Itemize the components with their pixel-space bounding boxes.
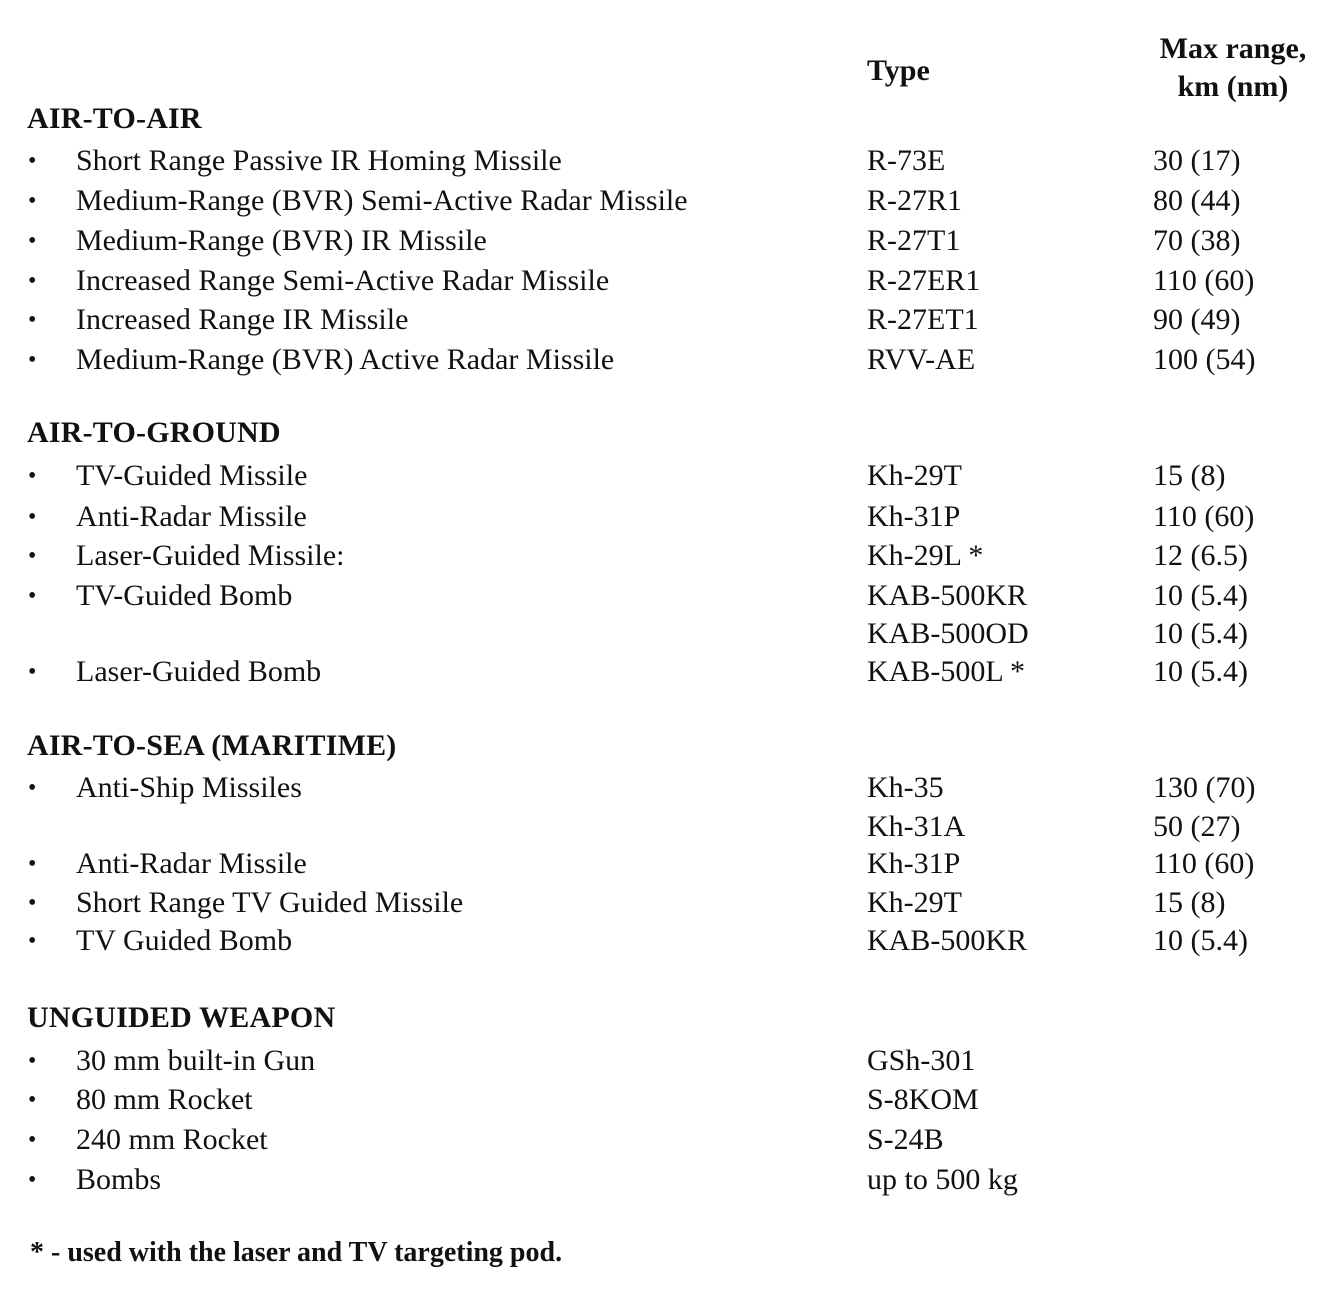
- table-row: [0, 808, 1333, 846]
- table-row: [0, 537, 1333, 575]
- bullet-icon: •: [28, 890, 37, 916]
- weapon-range: 10 (5.4): [1153, 924, 1248, 957]
- table-row: [0, 1161, 1333, 1199]
- weapon-name: Short Range Passive IR Homing Missile: [76, 144, 562, 177]
- weapon-range: 10 (5.4): [1153, 617, 1248, 650]
- section-title-air-to-ground: AIR-TO-GROUND: [27, 416, 281, 449]
- weapon-range: 100 (54): [1153, 343, 1256, 376]
- bullet-icon: •: [28, 268, 37, 294]
- weapon-range: 15 (8): [1153, 886, 1226, 919]
- bullet-icon: •: [28, 307, 37, 333]
- weapon-type: KAB-500OD: [867, 617, 1029, 650]
- weapon-type: Kh-31A: [867, 810, 966, 843]
- bullet-icon: •: [28, 504, 37, 530]
- weapon-name: 30 mm built-in Gun: [76, 1044, 316, 1077]
- table-row: [0, 653, 1333, 691]
- table-row: [0, 222, 1333, 260]
- weapon-range: 50 (27): [1153, 810, 1241, 843]
- bullet-icon: •: [28, 928, 37, 954]
- weapon-range: 110 (60): [1153, 264, 1255, 297]
- weapon-name: Increased Range IR Missile: [76, 303, 409, 336]
- bullet-icon: •: [28, 463, 37, 489]
- table-row: [0, 142, 1333, 180]
- weapon-type: RVV-AE: [867, 343, 976, 376]
- bullet-icon: •: [28, 1087, 37, 1113]
- weapon-name: Anti-Radar Missile: [76, 500, 307, 533]
- weapon-name: Increased Range Semi-Active Radar Missile: [76, 264, 610, 297]
- weapon-name: Anti-Ship Missiles: [76, 771, 302, 804]
- weapon-name: Laser-Guided Bomb: [76, 655, 322, 688]
- table-row: [0, 922, 1333, 960]
- weapon-name: 80 mm Rocket: [76, 1083, 253, 1116]
- weapon-type: R-27ER1: [867, 264, 981, 297]
- table-row: [0, 1081, 1333, 1119]
- bullet-icon: •: [28, 1048, 37, 1074]
- weapon-type: Kh-31P: [867, 847, 961, 880]
- table-row: [0, 262, 1333, 300]
- weapon-type: Kh-29T: [867, 886, 962, 919]
- bullet-icon: •: [28, 148, 37, 174]
- table-row: [0, 1121, 1333, 1159]
- table-row: [0, 1042, 1333, 1080]
- weapon-range: 110 (60): [1153, 500, 1255, 533]
- table-row: [0, 301, 1333, 339]
- table-row: [0, 457, 1333, 495]
- table-row: [0, 498, 1333, 536]
- bullet-icon: •: [28, 775, 37, 801]
- weapon-name: TV Guided Bomb: [76, 924, 293, 957]
- bullet-icon: •: [28, 347, 37, 373]
- weapon-range: 10 (5.4): [1153, 655, 1248, 688]
- weapon-name: Short Range TV Guided Missile: [76, 886, 464, 919]
- column-header-max-range-line1: Max range,: [1159, 32, 1307, 65]
- weapon-type: Kh-35: [867, 771, 944, 804]
- weapon-name: Medium-Range (BVR) IR Missile: [76, 224, 487, 257]
- weapon-name: Anti-Radar Missile: [76, 847, 307, 880]
- bullet-icon: •: [28, 851, 37, 877]
- column-header-type: Type: [867, 54, 930, 87]
- weapon-name: Bombs: [76, 1163, 162, 1196]
- section-title-air-to-air: AIR-TO-AIR: [27, 102, 202, 135]
- bullet-icon: •: [28, 228, 37, 254]
- weapon-type: KAB-500KR: [867, 924, 1028, 957]
- column-header-max-range: [1148, 30, 1318, 106]
- table-row: [0, 845, 1333, 883]
- table-row: [0, 182, 1333, 220]
- weapon-type: KAB-500L *: [867, 655, 1026, 688]
- bullet-icon: •: [28, 583, 37, 609]
- table-row: [0, 577, 1333, 615]
- weapon-type: R-73E: [867, 144, 946, 177]
- weapon-range: 130 (70): [1153, 771, 1256, 804]
- weapon-name: 240 mm Rocket: [76, 1123, 268, 1156]
- bullet-icon: •: [28, 659, 37, 685]
- weapon-name: TV-Guided Bomb: [76, 579, 293, 612]
- weapon-type: R-27R1: [867, 184, 963, 217]
- bullet-icon: •: [28, 188, 37, 214]
- weapon-name: TV-Guided Missile: [76, 459, 308, 492]
- column-header-max-range-line2: km (nm): [1177, 70, 1289, 103]
- table-row: [0, 769, 1333, 807]
- weapon-type: Kh-31P: [867, 500, 961, 533]
- section-title-unguided-weapon: UNGUIDED WEAPON: [27, 1001, 336, 1034]
- bullet-icon: •: [28, 1167, 37, 1193]
- weapon-type: R-27ET1: [867, 303, 979, 336]
- table-row: [0, 341, 1333, 379]
- weapon-type: R-27T1: [867, 224, 961, 257]
- weapon-range: 80 (44): [1153, 184, 1241, 217]
- weapon-range: 110 (60): [1153, 847, 1255, 880]
- section-title-air-to-sea: AIR-TO-SEA (MARITIME): [27, 729, 397, 762]
- weapon-range: 12 (6.5): [1153, 539, 1248, 572]
- weapon-range: 30 (17): [1153, 144, 1241, 177]
- weapon-name: Medium-Range (BVR) Semi-Active Radar Missile: [76, 184, 688, 217]
- weapon-type: S-8KOM: [867, 1083, 979, 1116]
- weapon-range: 70 (38): [1153, 224, 1241, 257]
- weapon-range: 15 (8): [1153, 459, 1226, 492]
- weapon-type: S-24B: [867, 1123, 944, 1156]
- footnote: * - used with the laser and TV targeting pod.: [30, 1237, 563, 1268]
- table-row: [0, 884, 1333, 922]
- bullet-icon: •: [28, 543, 37, 569]
- weapon-range: 90 (49): [1153, 303, 1241, 336]
- weapon-type: KAB-500KR: [867, 579, 1028, 612]
- weapon-type: GSh-301: [867, 1044, 976, 1077]
- weapon-name: Medium-Range (BVR) Active Radar Missile: [76, 343, 615, 376]
- weapon-type: Kh-29L *: [867, 539, 984, 572]
- bullet-icon: •: [28, 1127, 37, 1153]
- table-row: [0, 615, 1333, 653]
- weapon-type: up to 500 kg: [867, 1163, 1018, 1196]
- weapon-name: Laser-Guided Missile:: [76, 539, 345, 572]
- weapon-range: 10 (5.4): [1153, 579, 1248, 612]
- weapon-type: Kh-29T: [867, 459, 962, 492]
